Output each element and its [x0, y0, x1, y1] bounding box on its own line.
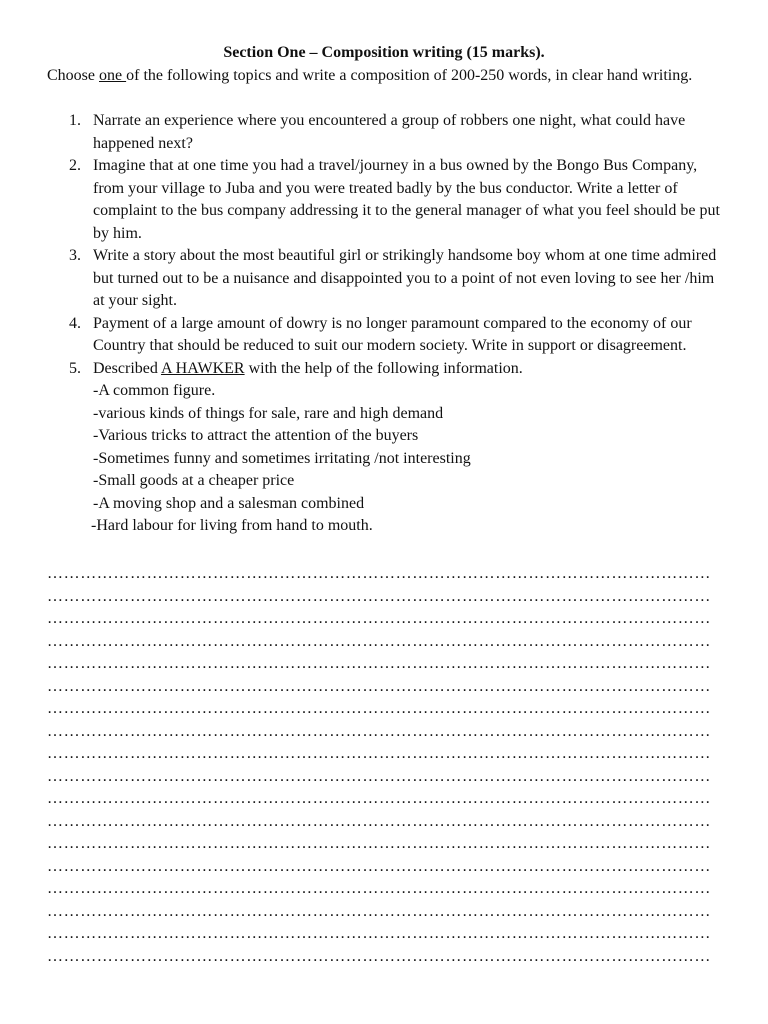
hawker-point: -various kinds of things for sale, rare and high demand — [93, 404, 444, 422]
instructions-underlined: one — [99, 67, 127, 84]
answer-line: ………………………………………………………………………………………………………… — [47, 745, 711, 762]
answer-line: ………………………………………………………………………………………………………… — [47, 655, 711, 672]
answer-line: ………………………………………………………………………………………………………… — [47, 902, 711, 920]
answer-line: ………………………………………………………………………………………………………… — [47, 812, 711, 830]
instructions — [47, 65, 727, 88]
topic-number: 5. — [69, 359, 81, 377]
topic-text: Imagine that at one time you had a travel/journey in a bus owned by the Bongo Bus Company, from your village to Juba and you were treated badly by the bus conductor. Write a letter of complaint to the bus company addressing it to the general manager of what you feel should be put by him. — [93, 157, 720, 242]
topic-text: Payment of a large amount of dowry is no longer paramount compared to the economy of our Country that should be reduced to suit our modern society. Write in support or disagreement. — [93, 314, 692, 354]
answer-line: ………………………………………………………………………………………………………… — [47, 857, 711, 875]
instructions-before: Choose — [47, 67, 99, 84]
hawker-point: -Small goods at a cheaper price — [93, 472, 295, 489]
topic-text: Narrate an experience where you encountered a group of robbers one night, what could have happened next? — [93, 112, 686, 152]
hawker-point: -Various tricks to attract the attention of the buyers — [93, 427, 419, 444]
answer-line: ………………………………………………………………………………………………………… — [47, 767, 711, 785]
topic-number: 1. — [69, 112, 81, 129]
answer-line: ………………………………………………………………………………………………………… — [47, 632, 711, 650]
hawker-point: -A moving shop and a salesman combined — [93, 494, 365, 512]
writing-lines — [47, 563, 717, 968]
topic-item — [47, 155, 727, 245]
topic-text: Write a story about the most beautiful girl or strikingly handsome boy whom at one time admired but turned out to be a nuisance and disappointed you to a point of not even loving to see her /him at your sight. — [93, 247, 717, 309]
answer-line: ………………………………………………………………………………………………………… — [47, 565, 711, 582]
topic-item — [47, 358, 727, 538]
topic-text: Described A HAWKER with the help of the following information. — [93, 359, 523, 377]
answer-line: ………………………………………………………………………………………………………… — [47, 790, 711, 807]
hawker-underlined: A HAWKER — [160, 359, 245, 377]
topic-item — [47, 110, 727, 155]
answer-line: ………………………………………………………………………………………………………… — [47, 880, 711, 897]
topic-item — [47, 245, 727, 313]
answer-line: ………………………………………………………………………………………………………… — [47, 700, 711, 717]
instructions-after: of the following topics and write a composition of 200-250 words, in clear hand writing. — [126, 67, 693, 84]
answer-line: ………………………………………………………………………………………………………… — [47, 677, 711, 695]
answer-line: ………………………………………………………………………………………………………… — [47, 587, 711, 605]
answer-line: ………………………………………………………………………………………………………… — [47, 925, 711, 942]
section-title: Section One – Composition writing (15 marks). — [223, 44, 545, 61]
topic-list — [47, 110, 727, 538]
hawker-points — [93, 380, 727, 538]
topic-number: 4. — [69, 314, 81, 332]
hawker-point: -A common figure. — [93, 382, 216, 399]
hawker-point: -Sometimes funny and sometimes irritating /not interesting — [93, 449, 471, 467]
topic-item — [47, 313, 727, 358]
hawker-point: -Hard labour for living from hand to mouth. — [91, 517, 373, 534]
answer-line: ………………………………………………………………………………………………………… — [47, 610, 711, 627]
topic-number: 3. — [69, 247, 81, 264]
topic-number: 2. — [69, 157, 81, 174]
answer-line: ………………………………………………………………………………………………………… — [47, 947, 711, 965]
answer-line: ………………………………………………………………………………………………………… — [47, 722, 711, 740]
answer-line: ………………………………………………………………………………………………………… — [47, 835, 711, 852]
